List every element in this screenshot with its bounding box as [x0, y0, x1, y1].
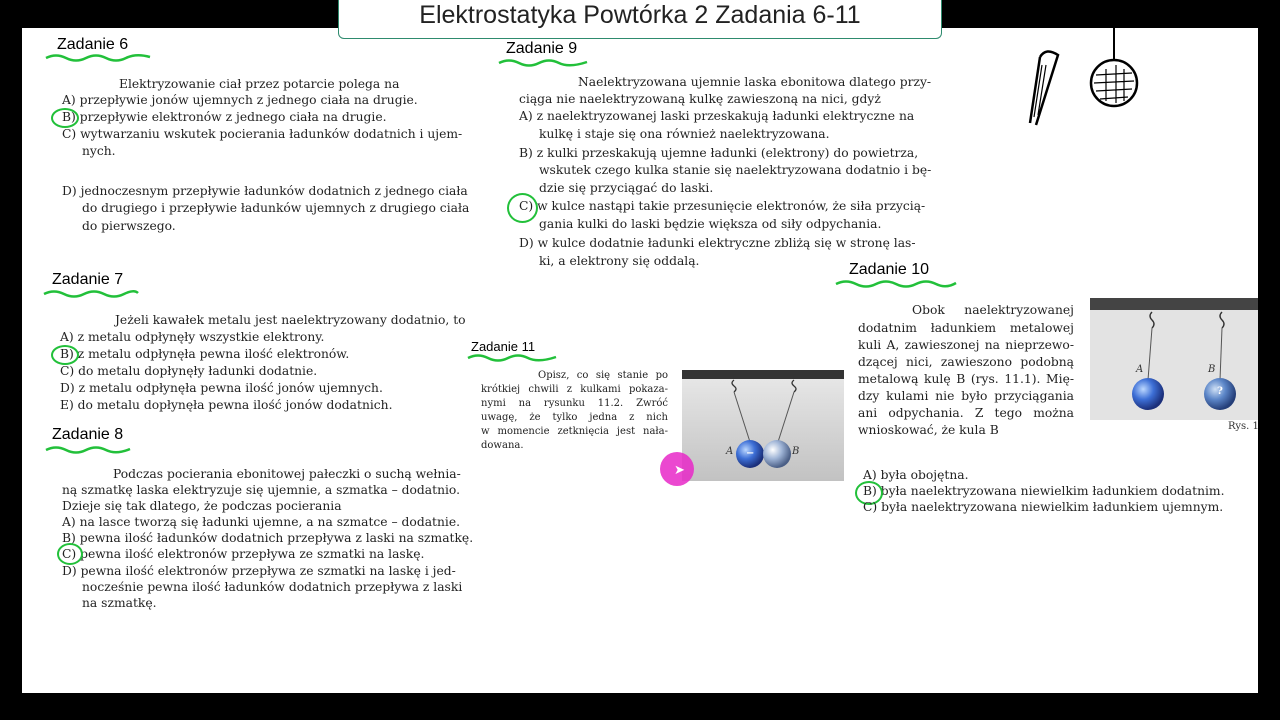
- z7-underline: [42, 288, 142, 296]
- z8-text-line1: Podczas pocierania ebonitowej pałeczki o suchą wełnia-: [113, 467, 461, 481]
- z9-underline: [497, 57, 592, 65]
- z6-option-a: A) przepływie jonów ujemnych z jednego ciała na drugie.: [62, 93, 418, 107]
- z9-option-a-line2: kulkę i staje się ona również naelektryzowana.: [539, 127, 830, 141]
- z8-option-b: B) pewna ilość ładunków dodatnich przepływa z laski na szmatkę.: [62, 531, 474, 545]
- z11-text-line2: krótkiej chwili z kulkami pokaza-: [481, 384, 668, 395]
- z9-option-c-line2: gania kulki do laski będzie większa od siły odpychania.: [539, 217, 882, 231]
- z6-option-d-line2: do drugiego i przepływie ładunków ujemnych z drugiego ciała: [82, 201, 470, 215]
- z10-text-line8: wnioskować, że kula B: [858, 423, 999, 437]
- z7-option-b: B) z metalu odpłynęła pewna ilość elektronów.: [60, 347, 350, 361]
- z10-underline: [834, 278, 959, 286]
- z8-option-a: A) na lasce tworzą się ładunki ujemne, a na szmatce – dodatnie.: [62, 515, 461, 529]
- z8-option-d-line1: D) pewna ilość elektronów przepływa ze szmatki na laskę i jed-: [62, 564, 456, 578]
- z10-text-line5: metalową kulę B (rys. 11.1). Mię-: [858, 372, 1074, 386]
- z11-heading: Zadanie 11: [471, 339, 536, 354]
- fig-11-2-label-a: A: [726, 446, 734, 457]
- z7-option-d: D) z metalu odpłynęła pewna ilość jonów ujemnych.: [60, 381, 383, 395]
- z9-option-c-line1: C) w kulce nastąpi takie przesunięcie elektronów, że siła przycią-: [519, 199, 926, 213]
- fig-11-1-question-mark: ?: [1217, 386, 1223, 397]
- z6-option-d-line3: do pierwszego.: [82, 219, 176, 233]
- figure-11-1: [1090, 298, 1258, 420]
- z10-option-c: C) była naelektryzowana niewielkim ładunkiem ujemnym.: [863, 500, 1224, 514]
- z8-text-line3: Dzieje się tak dlatego, że podczas pocierania: [62, 499, 342, 513]
- z6-option-c-line1: C) wytwarzaniu wskutek pocierania ładunków dodatnich i ujem-: [62, 127, 463, 141]
- z11-underline: [466, 352, 561, 360]
- z8-answer-circle: [57, 543, 83, 565]
- z6-answer-circle: [51, 108, 79, 128]
- z7-option-e: E) do metalu dopłynęła pewna ilość jonów dodatnich.: [60, 398, 393, 412]
- z8-option-d-line2: nocześnie pewna ilość ładunków dodatnich przepływa z laski: [82, 580, 463, 594]
- z6-option-d-line1: D) jednoczesnym przepływie ładunków dodatnich z jednego ciała: [62, 184, 468, 198]
- z11-text-line5: w momencie zetknięcia jest nała-: [481, 426, 668, 437]
- z11-text-line6: dowana.: [481, 440, 524, 451]
- fig-11-1-label-b: B: [1208, 364, 1216, 375]
- z11-text-line1: Opisz, co się stanie po: [538, 370, 668, 381]
- z10-text-line6: dzy kulami nie było przyciągania: [858, 389, 1074, 403]
- z9-text-line1: Naelektryzowana ujemnie laska ebonitowa dlatego przy-: [578, 75, 932, 89]
- z7-option-a: A) z metalu odpłynęły wszystkie elektrony.: [60, 330, 325, 344]
- rod-ball-sketch: [1016, 25, 1156, 134]
- z9-option-d-line1: D) w kulce dodatnie ładunki elektryczne zbliżą się w stronę las-: [519, 236, 916, 250]
- z7-intro: Jeżeli kawałek metalu jest naelektryzowany dodatnio, to: [115, 313, 466, 327]
- z8-option-c: C) pewna ilość elektronów przepływa ze szmatki na laskę.: [62, 547, 425, 561]
- z6-underline: [44, 52, 154, 60]
- z7-answer-circle: [51, 345, 79, 365]
- z9-option-a-line1: A) z naelektryzowanej laski przeskakują ładunki elektryczne na: [519, 109, 915, 123]
- z6-option-c-line2: nych.: [82, 144, 116, 158]
- z11-text-line4: uwagę, że tylko jedna z nich: [481, 412, 668, 423]
- z10-heading: Zadanie 10: [849, 261, 930, 278]
- z10-text-line7: ani odpychania. Z tego można: [858, 406, 1074, 420]
- z8-underline: [44, 444, 134, 452]
- figure-11-2: [682, 370, 844, 481]
- z9-answer-circle: [507, 193, 538, 223]
- z8-option-d-line3: na szmatkę.: [82, 596, 157, 610]
- z10-text-line3: kuli A, zawieszonej na nieprzewo-: [858, 338, 1074, 352]
- z6-heading: Zadanie 6: [57, 36, 129, 53]
- video-title: Elektrostatyka Powtórka 2 Zadania 6-11: [338, 0, 942, 39]
- mouse-pointer-icon: ➤: [674, 463, 685, 478]
- z10-text-line2: dodatnim ładunkiem metalowej: [858, 321, 1074, 335]
- z9-heading: Zadanie 9: [506, 40, 578, 57]
- z9-option-b-line3: dzie się przyciągać do laski.: [539, 181, 714, 195]
- z6-option-b: B) przepływie elektronów z jednego ciała na drugie.: [62, 110, 387, 124]
- z7-option-c: C) do metalu dopłynęły ładunki dodatnie.: [60, 364, 318, 378]
- z10-option-a: A) była obojętna.: [863, 468, 969, 482]
- z7-heading: Zadanie 7: [52, 271, 124, 288]
- fig-11-2-label-b: B: [792, 446, 800, 457]
- z9-option-b-line1: B) z kulki przeskakują ujemne ładunki (elektrony) do powietrza,: [519, 146, 919, 160]
- cursor-highlight: [660, 452, 694, 486]
- z9-text-line2: ciąga nie naelektryzowaną kulkę zawieszoną na nici, gdyż: [519, 92, 881, 106]
- fig-11-1-caption: Rys. 1: [1228, 421, 1259, 432]
- z8-text-line2: ną szmatkę laska elektryzuje się ujemnie, a szmatka – dodatnio.: [62, 483, 461, 497]
- z6-intro: Elektryzowanie ciał przez potarcie polega na: [119, 77, 400, 91]
- z9-option-b-line2: wskutek czego kulka stanie się naelektryzowana dodatnio i bę-: [539, 163, 932, 177]
- z10-option-b: B) była naelektryzowana niewielkim ładunkiem dodatnim.: [863, 484, 1225, 498]
- z11-text-line3: nymi na rysunku 11.2. Zwróć: [481, 398, 668, 409]
- z10-text-line1: Obok naelektryzowanej: [912, 303, 1074, 317]
- fig-11-1-label-a: A: [1136, 364, 1144, 375]
- z10-text-line4: dzącej nici, zawieszono podobną: [858, 355, 1074, 369]
- z8-heading: Zadanie 8: [52, 426, 124, 443]
- z9-option-d-line2: ki, a elektrony się oddalą.: [539, 254, 700, 268]
- fig-11-2-minus-sign: −: [746, 448, 755, 459]
